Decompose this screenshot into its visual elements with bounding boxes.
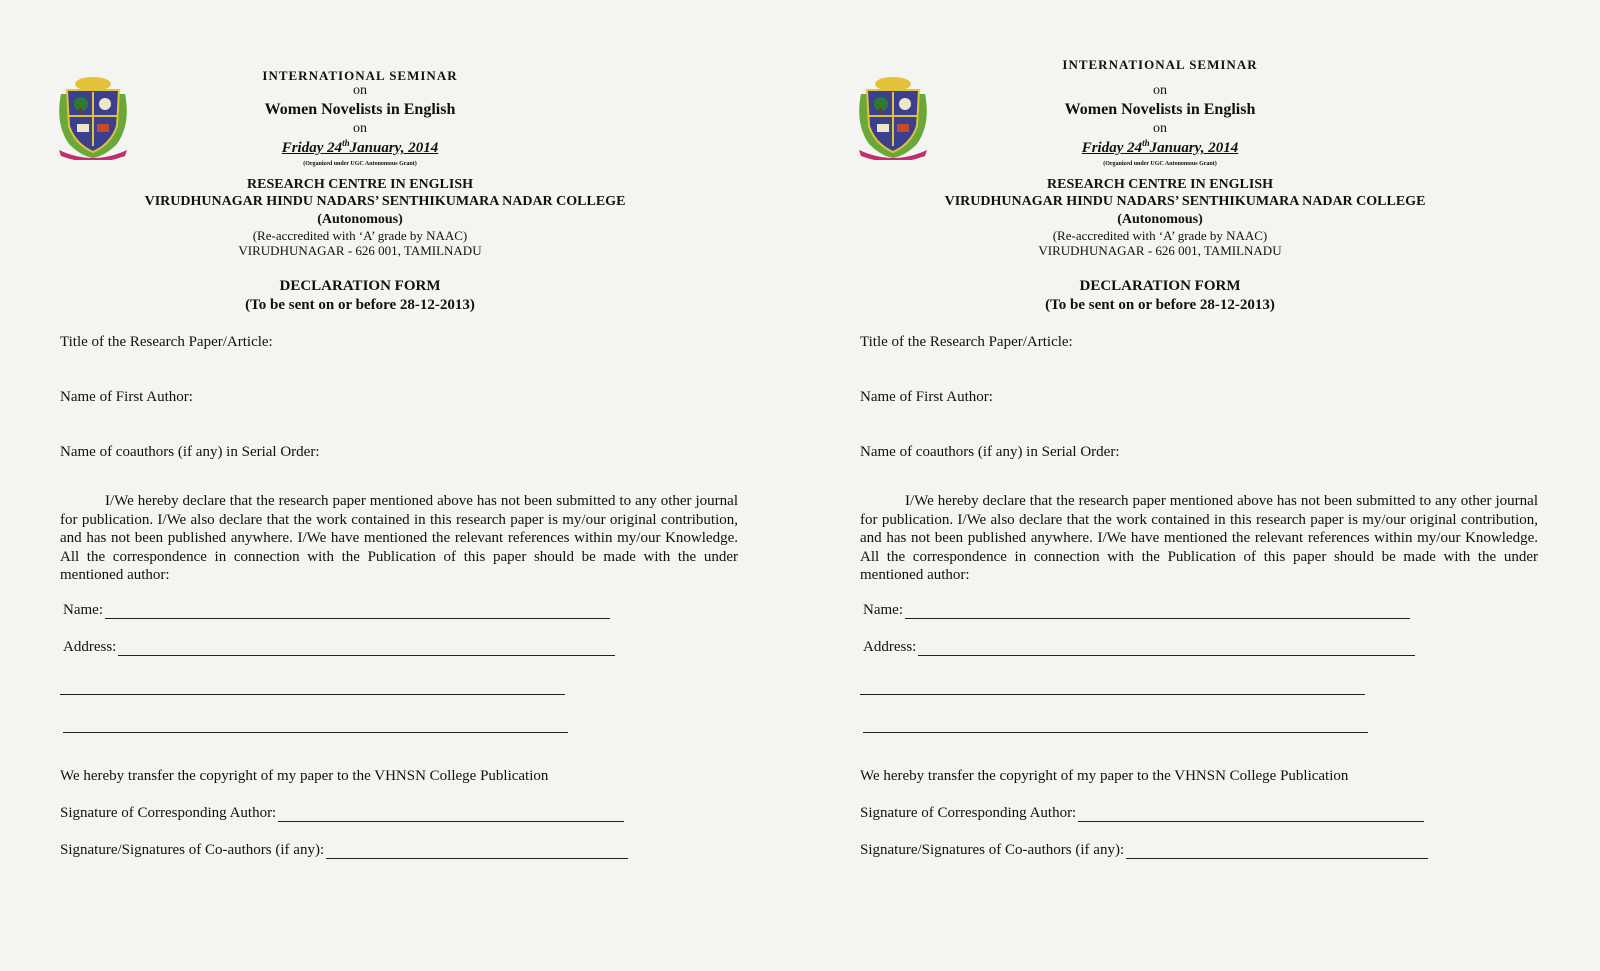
copyright-transfer: We hereby transfer the copyright of my paper to the VHNSN College Publication <box>860 768 1349 784</box>
name-label: Name: <box>63 602 103 618</box>
name-label: Name: <box>863 602 903 618</box>
seminar-date: Friday 24thJanuary, 2014 <box>281 138 439 156</box>
address-label: Address: <box>863 639 917 655</box>
signature-coauthors-field[interactable] <box>60 842 628 859</box>
signature-corresponding-label: Signature of Corresponding Author: <box>860 805 1077 821</box>
coauthors-label: Name of coauthors (if any) in Serial Order: <box>860 444 1120 460</box>
college-address: VIRUDHUNAGAR - 626 001, TAMILNADU <box>1038 243 1282 258</box>
address-field[interactable] <box>863 639 1415 656</box>
form-title: DECLARATION FORM <box>1079 278 1241 294</box>
autonomous-label: (Autonomous) <box>317 212 403 227</box>
signature-coauthors-label: Signature/Signatures of Co-authors (if any): <box>60 842 325 858</box>
name-field[interactable] <box>863 602 1410 619</box>
connector-on: on <box>1153 83 1167 98</box>
signature-corresponding-field[interactable] <box>60 805 624 822</box>
address-field[interactable] <box>63 639 615 656</box>
connector-on: on <box>353 121 367 136</box>
address-input-line[interactable] <box>118 641 615 656</box>
signature-corresponding-line[interactable] <box>1078 807 1424 822</box>
grant-note: (Organized under UGC Autonomous Grant) <box>303 161 417 167</box>
signature-corresponding-line[interactable] <box>278 807 624 822</box>
declaration-form-left <box>55 0 795 971</box>
connector-on: on <box>353 83 367 98</box>
college-name: VIRUDHUNAGAR HINDU NADARS’ SENTHIKUMARA NADAR COLLEGE <box>144 194 626 209</box>
form-title: DECLARATION FORM <box>279 278 441 294</box>
name-field[interactable] <box>63 602 610 619</box>
first-author-label: Name of First Author: <box>60 389 193 405</box>
address-line-2[interactable] <box>860 693 1365 695</box>
deadline: (To be sent on or before 28-12-2013) <box>1045 297 1275 313</box>
college-crest-icon <box>55 74 131 160</box>
research-centre: RESEARCH CENTRE IN ENGLISH <box>247 177 473 192</box>
name-input-line[interactable] <box>905 604 1410 619</box>
address-line-3[interactable] <box>63 731 568 733</box>
accreditation: (Re-accredited with ‘A’ grade by NAAC) <box>252 228 468 243</box>
declaration-form-right <box>855 0 1595 971</box>
accreditation: (Re-accredited with ‘A’ grade by NAAC) <box>1052 228 1268 243</box>
seminar-theme: Women Novelists in English <box>264 101 456 118</box>
declaration-text: I/We hereby declare that the research paper mentioned above has not been submitted to any other journal for publication. I/We also declare that the work contained in this research paper is my/our original contribution, and has not been published anywhere. I/We have mentioned the relevant references within my/our Knowledge. All the correspondence in connection with the Publication of this paper should be made with the under mentioned author: <box>860 493 1538 583</box>
signature-corresponding-label: Signature of Corresponding Author: <box>60 805 277 821</box>
address-line-3[interactable] <box>863 731 1368 733</box>
research-centre: RESEARCH CENTRE IN ENGLISH <box>1047 177 1273 192</box>
address-line-2[interactable] <box>60 693 565 695</box>
paper-title-label: Title of the Research Paper/Article: <box>860 334 1073 350</box>
signature-coauthors-line[interactable] <box>1126 844 1428 859</box>
seminar-date: Friday 24thJanuary, 2014 <box>1081 138 1239 156</box>
declaration-text: I/We hereby declare that the research paper mentioned above has not been submitted to any other journal for publication. I/We also declare that the work contained in this research paper is my/our original contribution, and has not been published anywhere. I/We have mentioned the relevant references within my/our Knowledge. All the correspondence in connection with the Publication of this paper should be made with the under mentioned author: <box>60 493 738 583</box>
seminar-theme: Women Novelists in English <box>1064 101 1256 118</box>
name-input-line[interactable] <box>105 604 610 619</box>
copyright-transfer: We hereby transfer the copyright of my paper to the VHNSN College Publication <box>60 768 549 784</box>
college-crest-icon <box>855 74 931 160</box>
college-name: VIRUDHUNAGAR HINDU NADARS’ SENTHIKUMARA NADAR COLLEGE <box>944 194 1426 209</box>
address-input-line[interactable] <box>918 641 1415 656</box>
first-author-label: Name of First Author: <box>860 389 993 405</box>
grant-note: (Organized under UGC Autonomous Grant) <box>1103 161 1217 167</box>
address-label: Address: <box>63 639 117 655</box>
connector-on: on <box>1153 121 1167 136</box>
signature-corresponding-field[interactable] <box>860 805 1424 822</box>
coauthors-label: Name of coauthors (if any) in Serial Order: <box>60 444 320 460</box>
deadline: (To be sent on or before 28-12-2013) <box>245 297 475 313</box>
paper-title-label: Title of the Research Paper/Article: <box>60 334 273 350</box>
seminar-title: INTERNATIONAL SEMINAR <box>262 68 458 83</box>
autonomous-label: (Autonomous) <box>1117 212 1203 227</box>
signature-coauthors-field[interactable] <box>860 842 1428 859</box>
signature-coauthors-line[interactable] <box>326 844 628 859</box>
signature-coauthors-label: Signature/Signatures of Co-authors (if any): <box>860 842 1125 858</box>
college-address: VIRUDHUNAGAR - 626 001, TAMILNADU <box>238 243 482 258</box>
seminar-title: INTERNATIONAL SEMINAR <box>1062 57 1258 72</box>
